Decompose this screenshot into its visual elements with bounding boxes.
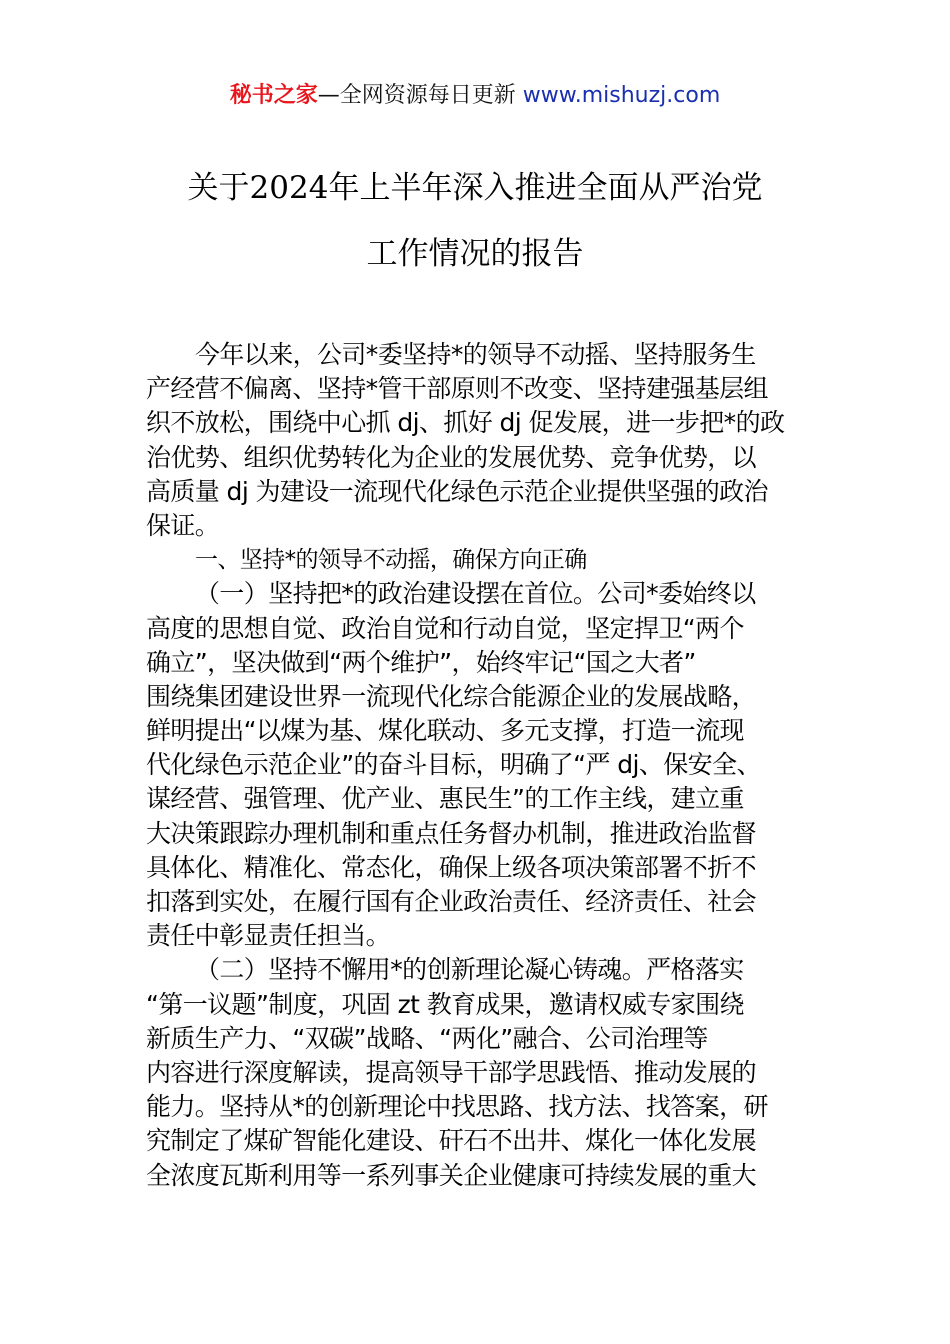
title-line-2: 工作情况的报告 [366, 236, 584, 272]
body-line: （一）坚持把*的政治建设摆在首位。公司*委始终以 [195, 579, 756, 609]
body-line: 能力。坚持从*的创新理论中找思路、找方法、找答案，研 [146, 1092, 768, 1122]
body-line: 新质生产力、“双碳”战略、“两化”融合、公司治理等 [146, 1023, 708, 1053]
site-url-link[interactable]: www.mishuzj.com [522, 83, 721, 108]
body-line: （二）坚持不懈用*的创新理论凝心铸魂。严格落实 [195, 955, 744, 985]
body-line: 代化绿色示范企业”的奋斗目标，明确了“严 dj、保安全、 [146, 750, 761, 780]
body-line: 今年以来，公司*委坚持*的领导不动摇、坚持服务生 [195, 340, 756, 369]
body-line: 内容进行深度解读，提高领导干部学思践悟、推动发展的 [146, 1057, 757, 1087]
body-line: 扣落到实处，在履行国有企业政治责任、经济责任、社会 [146, 887, 757, 916]
brand-name: 秘书之家 [229, 83, 318, 108]
body-line: 保证。 [146, 510, 220, 540]
body-line: 高度的思想自觉、政治自觉和行动自觉，坚定捍卫“两个 [146, 613, 744, 643]
site-header [0, 80, 950, 112]
body-line: 高质量 dj 为建设一流现代化绿色示范企业提供坚强的政治 [146, 476, 768, 506]
document-title [100, 155, 850, 287]
title-line-1: 关于2024年上半年深入推进全面从严治党 [187, 170, 763, 206]
body-line: 究制定了煤矿智能化建设、矸石不出井、煤化一体化发展 [146, 1126, 757, 1156]
body-line: “第一议题”制度，巩固 zt 教育成果，邀请权威专家围绕 [146, 989, 744, 1019]
body-line: 责任中彰显责任担当。 [146, 921, 391, 951]
body-line: 全浓度瓦斯利用等一系列事关企业健康可持续发展的重大 [146, 1160, 757, 1190]
document-body [146, 338, 812, 1193]
body-line: 织不放松，围绕中心抓 dj、抓好 dj 促发展，进一步把*的政 [146, 408, 785, 438]
body-line: 确立”，坚决做到“两个维护”，始终牢记“国之大者” [146, 647, 696, 677]
body-line: 产经营不偏离、坚持*管干部原则不改变、坚持建强基层组 [146, 374, 768, 404]
header-tagline: —全网资源每日更新 [317, 83, 516, 108]
body-line: 鲜明提出“以煤为基、煤化联动、多元支撑，打造一流现 [146, 716, 744, 746]
body-line: 具体化、精准化、常态化，确保上级各项决策部署不折不 [146, 852, 757, 882]
body-line: 大决策跟踪办理机制和重点任务督办机制，推进政治监督 [146, 818, 757, 848]
body-line: 谋经营、强管理、优产业、惠民生”的工作主线，建立重 [146, 784, 744, 814]
section-heading: 一、坚持*的领导不动摇，确保方向正确 [195, 547, 587, 574]
body-line: 围绕集团建设世界一流现代化综合能源企业的发展战略， [146, 681, 757, 711]
body-line: 治优势、组织优势转化为企业的发展优势、竞争优势，以 [146, 442, 757, 472]
